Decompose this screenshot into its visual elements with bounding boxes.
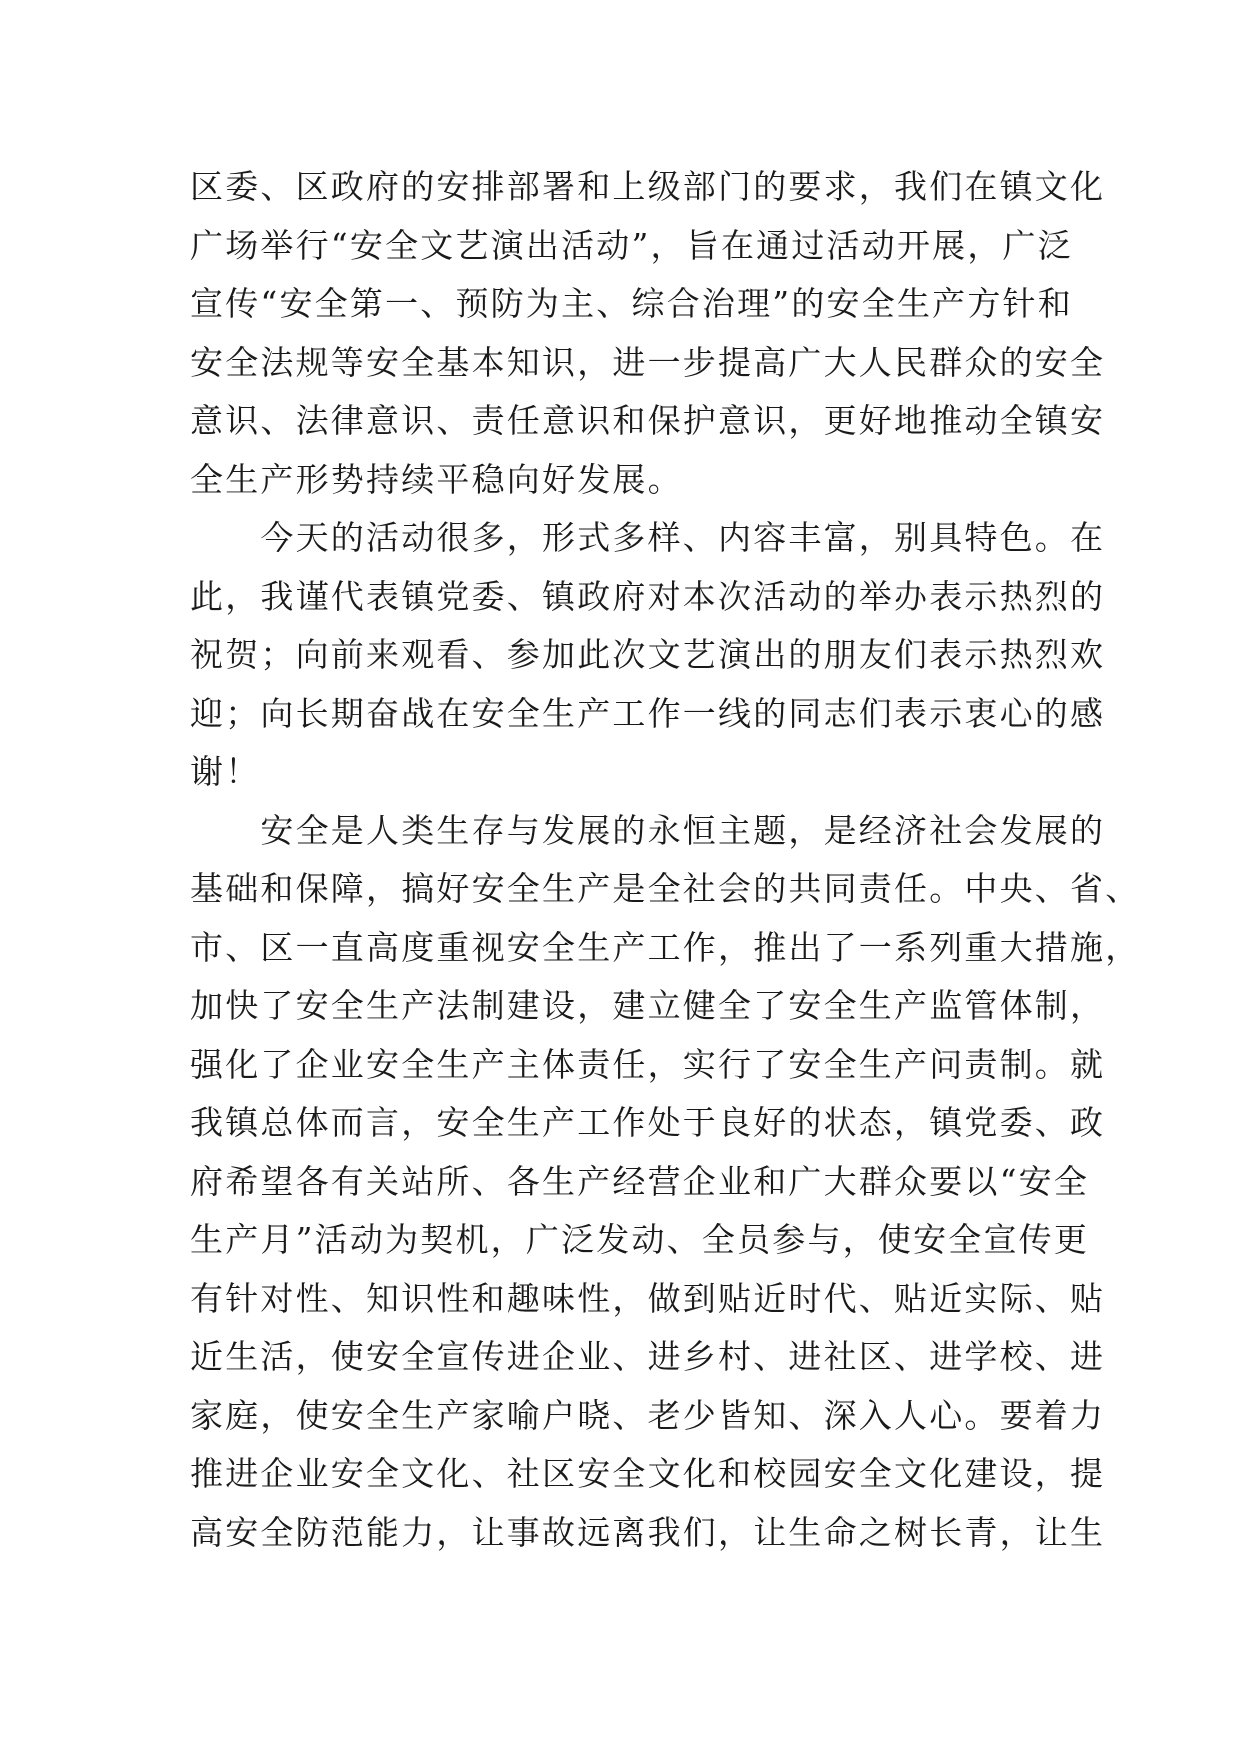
text-line: 今天的活动很多，形式多样、内容丰富，别具特色。在 [190, 518, 1106, 557]
text-line: 祝贺；向前来观看、参加此次文艺演出的朋友们表示热烈欢 [190, 635, 1106, 674]
text-line: 区委、区政府的安排部署和上级部门的要求，我们在镇文化 [190, 167, 1106, 206]
text-line: 安全是人类生存与发展的永恒主题，是经济社会发展的 [190, 810, 1106, 850]
text-line: 迎；向长期奋战在安全生产工作一线的同志们表示衷心的感 [190, 693, 1106, 733]
text-line: 家庭，使安全生产家喻户晓、老少皆知、深入人心。要着力 [190, 1395, 1106, 1435]
text-line: 全生产形势持续平稳向好发展。 [190, 459, 683, 499]
text-line: 高安全防范能力，让事故远离我们，让生命之树长青，让生 [190, 1512, 1106, 1552]
text-line: 谢！ [190, 752, 261, 791]
text-line: 此，我谨代表镇党委、镇政府对本次活动的举办表示热烈的 [190, 576, 1106, 616]
text-line: 基础和保障，搞好安全生产是全社会的共同责任。中央、省、 [190, 869, 1141, 908]
text-line: 宣传“安全第一、预防为主、综合治理”的安全生产方针和 [190, 284, 1073, 323]
text-line: 我镇总体而言，安全生产工作处于良好的状态，镇党委、政 [190, 1103, 1106, 1142]
text-line: 安全法规等安全基本知识，进一步提高广大人民群众的安全 [190, 342, 1106, 382]
text-line: 有针对性、知识性和趣味性，做到贴近时代、贴近实际、贴 [190, 1278, 1106, 1318]
text-line: 广场举行“安全文艺演出活动”，旨在通过活动开展，广泛 [190, 225, 1073, 265]
text-line: 推进企业安全文化、社区安全文化和校园安全文化建设，提 [190, 1454, 1106, 1493]
text-line: 意识、法律意识、责任意识和保护意识，更好地推动全镇安 [190, 401, 1106, 440]
text-line: 加快了安全生产法制建设，建立健全了安全生产监管体制， [190, 986, 1106, 1025]
text-line: 近生活，使安全宣传进企业、进乡村、进社区、进学校、进 [190, 1337, 1106, 1376]
text-line: 强化了企业安全生产主体责任，实行了安全生产问责制。就 [190, 1044, 1106, 1084]
text-line: 府希望各有关站所、各生产经营企业和广大群众要以“安全 [190, 1161, 1090, 1201]
body-text [190, 158, 1141, 1562]
text-line: 市、区一直高度重视安全生产工作，推出了一系列重大措施， [190, 927, 1141, 967]
text-line: 生产月”活动为契机，广泛发动、全员参与，使安全宣传更 [190, 1220, 1090, 1259]
